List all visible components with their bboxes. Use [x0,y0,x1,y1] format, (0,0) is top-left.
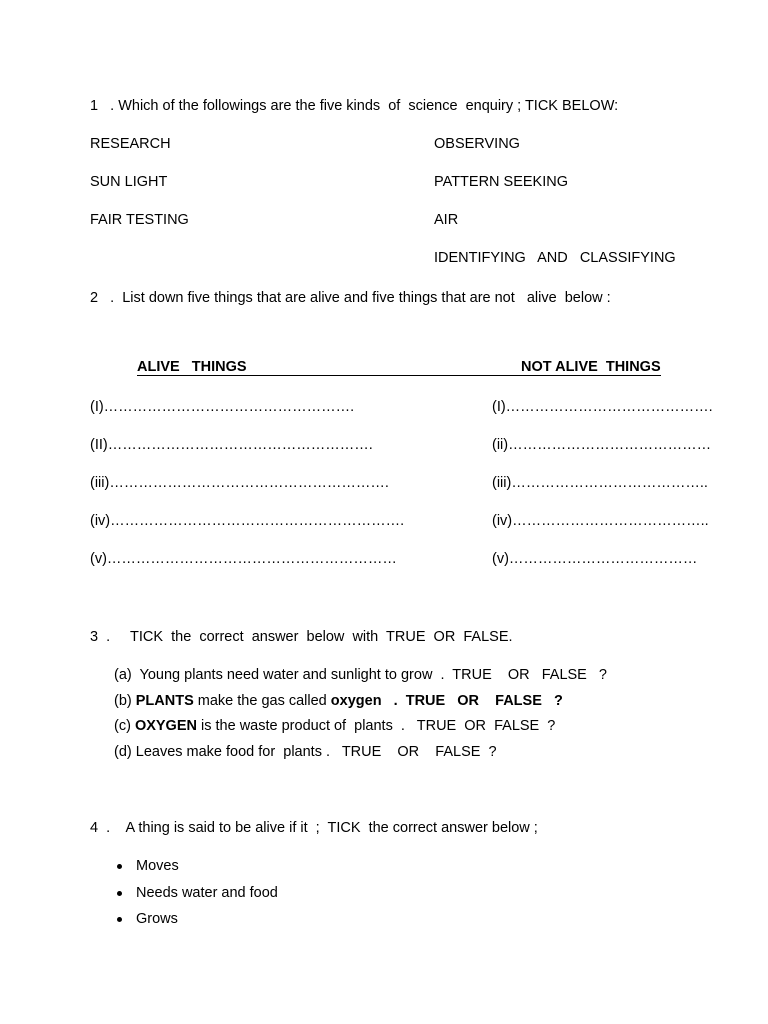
alive-line-5[interactable]: (v)…………………………………………………… [90,551,397,567]
alive-line-1[interactable]: (I)……………………………………………. [90,399,355,415]
q1-option-pattern-seeking[interactable]: PATTERN SEEKING [434,174,569,190]
q3-statement-b[interactable]: (b) PLANTS make the gas called oxygen . TRUE OR FALSE ? [114,693,563,709]
not-alive-line-4[interactable]: (iv)………………………………….. [492,513,709,529]
bullet-icon [117,864,122,869]
bullet-icon [117,917,122,922]
q1-option-observing[interactable]: OBSERVING [434,136,520,152]
q1-option-identifying-classifying[interactable]: IDENTIFYING AND CLASSIFYING [434,250,676,266]
alive-line-4[interactable]: (iv)……………………………………………………. [90,513,405,529]
q3-b-bold-plants: PLANTS [135,693,194,709]
question-3: 3 . TICK the correct answer below with TRUE OR FALSE. [90,629,513,645]
bullet-icon [117,891,122,896]
q1-option-fair-testing[interactable]: FAIR TESTING [90,212,189,228]
q1-option-air[interactable]: AIR [434,212,459,228]
not-alive-line-1[interactable]: (I)……………………………………. [492,399,713,415]
q4-option-moves[interactable]: Moves [136,858,179,874]
question-4: 4 . A thing is said to be alive if it ; TICK the correct answer below ; [90,820,538,836]
header-underline [137,375,661,376]
q3-statement-c[interactable]: (c) OXYGEN is the waste product of plants . TRUE OR FALSE ? [114,718,556,734]
q1-option-sunlight[interactable]: SUN LIGHT [90,174,168,190]
question-2: 2 . List down five things that are alive and five things that are not alive below : [90,290,611,306]
not-alive-things-header: NOT ALIVE THINGS [521,359,661,375]
q4-option-grows[interactable]: Grows [136,911,178,927]
question-1: 1 . Which of the followings are the five kinds of science enquiry ; TICK BELOW: [90,98,619,114]
q3-b-bold-oxygen: oxygen . TRUE OR FALSE ? [330,693,563,709]
q4-option-needs-water-food[interactable]: Needs water and food [136,885,278,901]
q3-statement-d[interactable]: (d) Leaves make food for plants . TRUE OR FALSE ? [114,744,497,760]
q1-option-research[interactable]: RESEARCH [90,136,171,152]
alive-line-2[interactable]: (II)………………………………………………. [90,437,373,453]
alive-line-3[interactable]: (iii)…………………………………………………. [90,475,389,491]
alive-things-header: ALIVE THINGS [137,359,247,375]
not-alive-line-3[interactable]: (iii)………………………………….. [492,475,708,491]
q3-statement-a[interactable]: (a) Young plants need water and sunlight to grow . TRUE OR FALSE ? [114,667,607,683]
not-alive-line-2[interactable]: (ii)…………………………………… [492,437,712,453]
not-alive-line-5[interactable]: (v)………………………………… [492,551,698,567]
q3-c-bold-oxygen: OXYGEN [134,718,197,734]
